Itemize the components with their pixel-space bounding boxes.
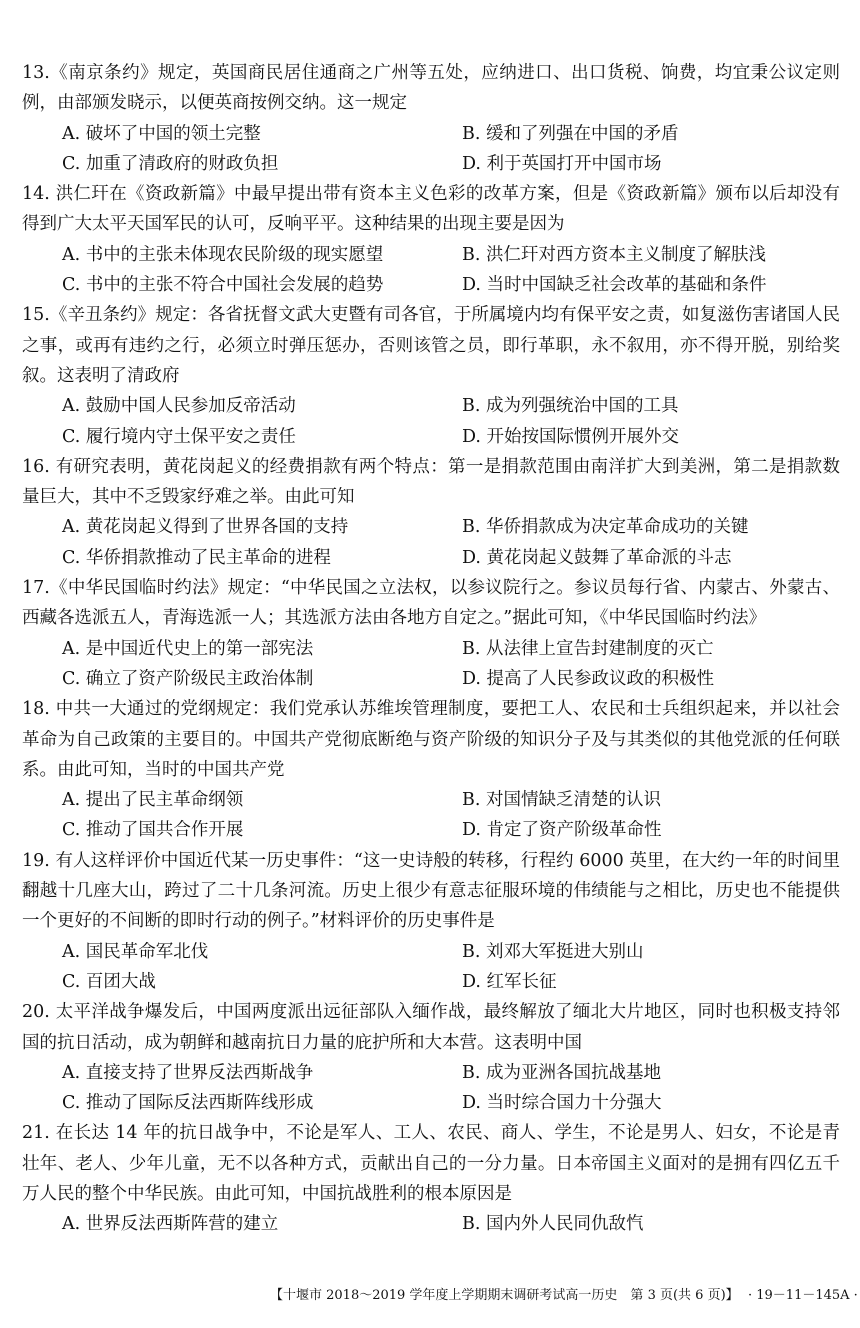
- option-c: C. 百团大战: [62, 971, 156, 992]
- option-c: C. 确立了资产阶级民主政治体制: [62, 668, 314, 689]
- question-20: [22, 997, 840, 1118]
- option-grid: [22, 512, 840, 573]
- option-b: B. 国内外人民同仇敌忾: [462, 1214, 644, 1235]
- option-grid: [22, 1209, 840, 1239]
- option-a: A. 世界反法西斯阵营的建立: [62, 1214, 279, 1235]
- option-grid: [22, 634, 840, 695]
- option-b: B. 成为列强统治中国的工具: [462, 396, 679, 417]
- question-stem: 16. 有研究表明，黄花岗起义的经费捐款有两个特点：第一是捐款范围由南洋扩大到美洲，第二是捐款数量巨大，其中不乏毁家纾难之举。由此可知: [22, 456, 840, 508]
- option-d: D. 利于英国打开中国市场: [462, 153, 662, 174]
- question-21: [22, 1118, 840, 1239]
- option-d: D. 红军长征: [462, 971, 557, 992]
- question-17: [22, 573, 840, 694]
- question-13: [22, 58, 840, 179]
- option-c: C. 履行境内守土保平安之责任: [62, 426, 296, 447]
- option-b: B. 缓和了列强在中国的矛盾: [462, 123, 679, 144]
- option-b: B. 华侨捐款成为决定革命成功的关键: [462, 517, 749, 538]
- question-stem: 13.《南京条约》规定，英国商民居住通商之广州等五处，应纳进口、出口货税、饷费，均宜秉公议定则例，由部颁发晓示，以便英商按例交纳。这一规定: [22, 63, 840, 114]
- option-b: B. 洪仁玕对西方资本主义制度了解肤浅: [462, 244, 766, 265]
- question-stem: 20. 太平洋战争爆发后，中国两度派出远征部队入缅作战，最终解放了缅北大片地区，同时也积极支持邻国的抗日活动，成为朝鲜和越南抗日力量的庇护所和大本营。这表明中国: [22, 1002, 840, 1053]
- question-stem: 17.《中华民国临时约法》规定：“中华民国之立法权，以参议院行之。参议员每行省、内蒙古、外蒙古、西藏各选派五人，青海选派一人；其选派方法由各地方自定之。”据此可知，《中华民国临时约法》: [22, 578, 840, 629]
- option-c: C. 推动了国共合作开展: [62, 820, 244, 841]
- option-d: D. 当时中国缺乏社会改革的基础和条件: [462, 275, 767, 296]
- option-grid: [22, 240, 840, 301]
- option-a: A. 直接支持了世界反法西斯战争: [62, 1062, 314, 1083]
- option-d: D. 当时综合国力十分强大: [462, 1093, 662, 1114]
- question-stem: 19. 有人这样评价中国近代某一历史事件：“这一史诗般的转移，行程约 6000 英里，在大约一年的时间里翻越十几座大山，跨过了二十几条河流。历史上很少有意志征服环境的伟绩能与之相比，历史也不能提供一个更好的不间断的即时行动的例子。”材料评价的历史事件是: [22, 850, 840, 932]
- question-list: [22, 58, 840, 1240]
- question-stem: 15.《辛丑条约》规定：各省抚督文武大吏暨有司各官，于所属境内均有保平安之责，如复滋伤害诸国人民之事，或再有违约之行，必须立时弹压惩办，否则该管之员，即行革职，永不叙用，亦不得开脱，别给奖叙。这表明了清政府: [22, 305, 840, 386]
- option-grid: [22, 937, 840, 998]
- question-16: [22, 452, 840, 573]
- option-a: A. 书中的主张未体现农民阶级的现实愿望: [62, 244, 384, 265]
- option-a: A. 破坏了中国的领土完整: [62, 123, 261, 144]
- option-grid: [22, 785, 840, 846]
- option-d: D. 提高了人民参政议政的积极性: [462, 668, 715, 689]
- question-18: [22, 694, 840, 845]
- option-c: C. 书中的主张不符合中国社会发展的趋势: [62, 275, 384, 296]
- option-b: B. 刘邓大军挺进大别山: [462, 941, 644, 962]
- option-a: A. 鼓励中国人民参加反帝活动: [62, 396, 296, 417]
- option-grid: [22, 391, 840, 452]
- option-a: A. 国民革命军北伐: [62, 941, 209, 962]
- option-grid: [22, 119, 840, 180]
- question-15: [22, 300, 840, 451]
- option-c: C. 加重了清政府的财政负担: [62, 153, 279, 174]
- question-stem: 14. 洪仁玕在《资政新篇》中最早提出带有资本主义色彩的改革方案，但是《资政新篇》颁布以后却没有得到广大太平天国军民的认可，反响平平。这种结果的出现主要是因为: [22, 184, 840, 235]
- option-c: C. 推动了国际反法西斯阵线形成: [62, 1093, 314, 1114]
- page-footer: [0, 1284, 860, 1308]
- question-19: [22, 846, 840, 997]
- footer-title: 【十堰市 2018～2019 学年度上学期期末调研考试高一历史 第 3 页(共 6 页)】: [270, 1288, 739, 1303]
- option-a: A. 黄花岗起义得到了世界各国的支持: [62, 517, 349, 538]
- option-a: A. 是中国近代史上的第一部宪法: [62, 638, 314, 659]
- option-d: D. 黄花岗起义鼓舞了革命派的斗志: [462, 547, 732, 568]
- question-stem: 18. 中共一大通过的党纲规定：我们党承认苏维埃管理制度，要把工人、农民和士兵组织起来，并以社会革命为自己政策的主要目的。中国共产党彻底断绝与资产阶级的知识分子及与其类似的其他党派的任何联系。由此可知，当时的中国共产党: [22, 699, 840, 780]
- option-a: A. 提出了民主革命纲领: [62, 790, 244, 811]
- footer-code: · 19－11－145A ·: [748, 1288, 858, 1303]
- question-stem: 21. 在长达 14 年的抗日战争中，不论是军人、工人、农民、商人、学生，不论是男人、妇女，不论是青壮年、老人、少年儿童，无不以各种方式，贡献出自己的一分力量。日本帝国主义面对的是拥有四亿五千万人民的整个中华民族。由此可知，中国抗战胜利的根本原因是: [22, 1123, 840, 1204]
- option-d: D. 肯定了资产阶级革命性: [462, 820, 662, 841]
- option-grid: [22, 1058, 840, 1119]
- option-b: B. 对国情缺乏清楚的认识: [462, 790, 661, 811]
- option-d: D. 开始按国际惯例开展外交: [462, 426, 680, 447]
- option-c: C. 华侨捐款推动了民主革命的进程: [62, 547, 331, 568]
- question-14: [22, 179, 840, 300]
- option-b: B. 成为亚洲各国抗战基地: [462, 1062, 661, 1083]
- option-b: B. 从法律上宣告封建制度的灭亡: [462, 638, 714, 659]
